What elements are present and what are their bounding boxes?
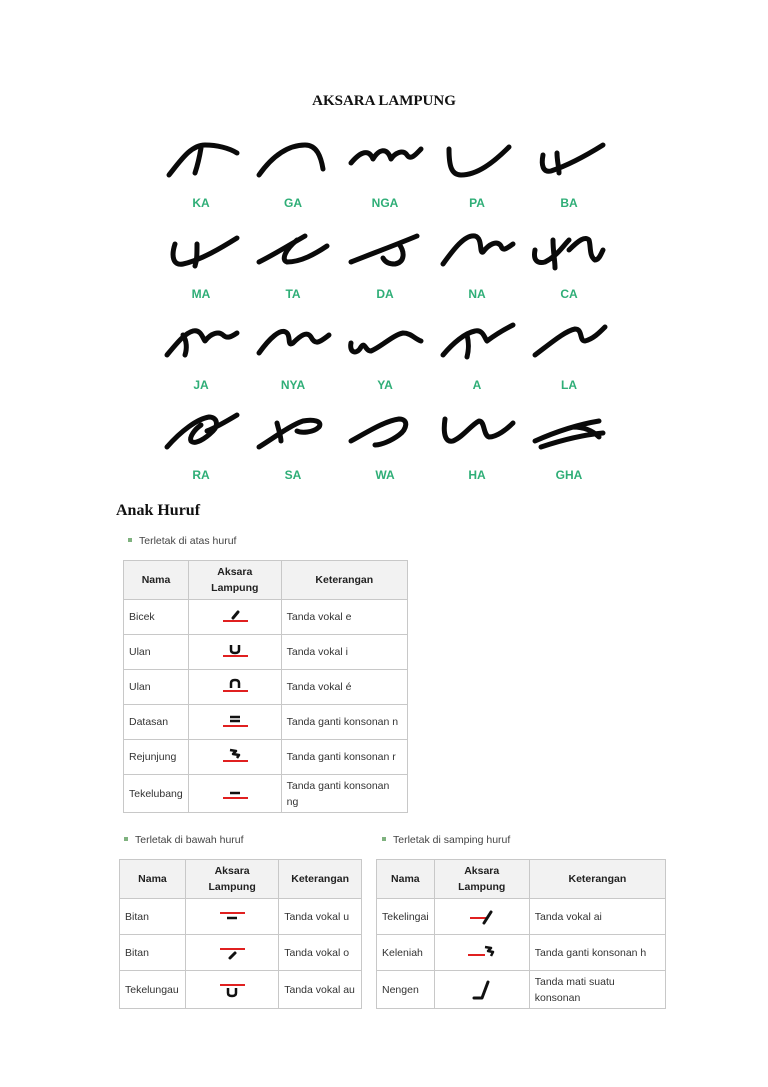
glyph-na [431,226,523,314]
glyph-wa [339,407,431,495]
cell-desc: Tanda vokal é [281,670,407,705]
header-aksara: Aksara Lampung [434,860,529,899]
header-keterangan: Keterangan [529,860,665,899]
cell-desc: Tanda ganti konsonan r [281,740,407,775]
bicek-mark-icon [215,606,255,628]
table-row [124,635,408,670]
cell-symbol [188,600,281,635]
glyph-ha [431,407,523,495]
header-keterangan: Keterangan [279,860,362,899]
table-row [124,600,408,635]
glyph-label: NYA [280,378,306,392]
glyph-label: GHA [555,468,583,482]
table-row [377,899,666,935]
glyph-label: CA [560,287,578,301]
cell-desc: Tanda vokal o [279,935,362,971]
ba-glyph-icon [529,135,609,189]
cell-name: Ulan [124,670,189,705]
bullet-text: Terletak di atas huruf [139,535,237,547]
cell-symbol [185,935,278,971]
cell-symbol [434,935,529,971]
glyph-label: YA [377,378,393,392]
glyph-label: TA [285,287,301,301]
ta-glyph-icon [253,226,333,280]
rejunjung-mark-icon [215,746,255,768]
cell-desc: Tanda ganti konsonan h [529,935,665,971]
nya-glyph-icon [253,317,333,371]
wa-glyph-icon [345,407,425,461]
glyph-label: JA [193,378,209,392]
table-row [120,935,362,971]
ha-glyph-icon [437,407,517,461]
cell-symbol [188,740,281,775]
na-glyph-icon [437,226,517,280]
cell-symbol [434,899,529,935]
tekelingai-mark-icon [462,906,502,928]
bullet-top [128,535,236,547]
glyph-label: GA [284,196,302,210]
glyph-label: PA [469,196,485,210]
cell-desc: Tanda vokal au [279,971,362,1009]
glyph-ga [247,135,339,223]
bullet-side [382,834,510,846]
cell-symbol [188,635,281,670]
gha-glyph-icon [529,407,609,461]
cell-symbol [434,971,529,1009]
glyph-a [431,317,523,405]
tekelungau-mark-icon [212,979,252,1001]
glyph-ra [155,407,247,495]
cell-name: Bitan [120,935,186,971]
glyph-la [523,317,615,405]
glyph-label: DA [376,287,394,301]
table-row [377,935,666,971]
glyph-label: BA [560,196,578,210]
keleniah-mark-icon [462,942,502,964]
glyph-nga [339,135,431,223]
table-row [124,670,408,705]
glyph-label: WA [375,468,395,482]
cell-desc: Tanda vokal i [281,635,407,670]
bitan-o-mark-icon [212,942,252,964]
glyph-ka [155,135,247,223]
pa-glyph-icon [437,135,517,189]
table-row [124,775,408,813]
cell-desc: Tanda vokal e [281,600,407,635]
cell-name: Rejunjung [124,740,189,775]
table-row [120,899,362,935]
glyph-label: LA [561,378,577,392]
table-below-letter [119,859,362,1009]
bullet-icon [128,538,132,542]
cell-name: Tekelubang [124,775,189,813]
glyph-label: MA [191,287,211,301]
nengen-mark-icon [462,977,502,1003]
glyph-ba [523,135,615,223]
bullet-bottom [124,834,244,846]
cell-desc: Tanda mati suatu konsonan [529,971,665,1009]
cell-name: Datasan [124,705,189,740]
glyph-da [339,226,431,314]
bullet-icon [382,837,386,841]
cell-symbol [188,705,281,740]
table-above-letter [123,560,408,813]
datasan-mark-icon [215,711,255,733]
cell-name: Nengen [377,971,435,1009]
cell-symbol [188,775,281,813]
da-glyph-icon [345,226,425,280]
glyph-ja [155,317,247,405]
ya-glyph-icon [345,317,425,371]
cell-desc: Tanda ganti konsonan n [281,705,407,740]
header-aksara: Aksara Lampung [185,860,278,899]
page-title: AKSARA LAMPUNG [312,93,456,109]
glyph-pa [431,135,523,223]
tekelubang-mark-icon [215,783,255,805]
sa-glyph-icon [253,407,333,461]
bitan-u-mark-icon [212,906,252,928]
cell-symbol [188,670,281,705]
cell-name: Ulan [124,635,189,670]
bullet-text: Terletak di samping huruf [393,834,511,846]
cell-desc: Tanda vokal ai [529,899,665,935]
header-aksara: Aksara Lampung [188,561,281,600]
a-glyph-icon [437,317,517,371]
table-row [124,705,408,740]
bullet-icon [124,837,128,841]
glyph-label: RA [192,468,210,482]
glyph-label: NA [468,287,486,301]
ma-glyph-icon [161,226,241,280]
cell-name: Tekelingai [377,899,435,935]
header-nama: Nama [377,860,435,899]
la-glyph-icon [529,317,609,371]
cell-symbol [185,899,278,935]
glyph-ma [155,226,247,314]
header-keterangan: Keterangan [281,561,407,600]
glyph-nya [247,317,339,405]
glyph-ya [339,317,431,405]
header-nama: Nama [124,561,189,600]
ulan-e-mark-icon [215,676,255,698]
glyph-gha [523,407,615,495]
cell-desc: Tanda vokal u [279,899,362,935]
cell-name: Bitan [120,899,186,935]
glyph-ca [523,226,615,314]
cell-name: Keleniah [377,935,435,971]
cell-symbol [185,971,278,1009]
glyph-sa [247,407,339,495]
ca-glyph-icon [529,226,609,280]
cell-desc: Tanda ganti konsonan ng [281,775,407,813]
ja-glyph-icon [161,317,241,371]
glyph-label: SA [284,468,302,482]
header-nama: Nama [120,860,186,899]
table-beside-letter [376,859,666,1009]
ka-glyph-icon [161,135,241,189]
section-title: Anak Huruf [116,502,201,519]
aksara-grid [155,135,615,490]
cell-name: Tekelungau [120,971,186,1009]
ga-glyph-icon [253,135,333,189]
glyph-label: HA [468,468,486,482]
ra-glyph-icon [161,407,241,461]
glyph-ta [247,226,339,314]
table-row [120,971,362,1009]
glyph-label: A [472,378,482,392]
cell-name: Bicek [124,600,189,635]
nga-glyph-icon [345,135,425,189]
ulan-i-mark-icon [215,641,255,663]
glyph-label: KA [192,196,210,210]
table-row [124,740,408,775]
bullet-text: Terletak di bawah huruf [135,834,244,846]
table-row [377,971,666,1009]
glyph-label: NGA [371,196,399,210]
